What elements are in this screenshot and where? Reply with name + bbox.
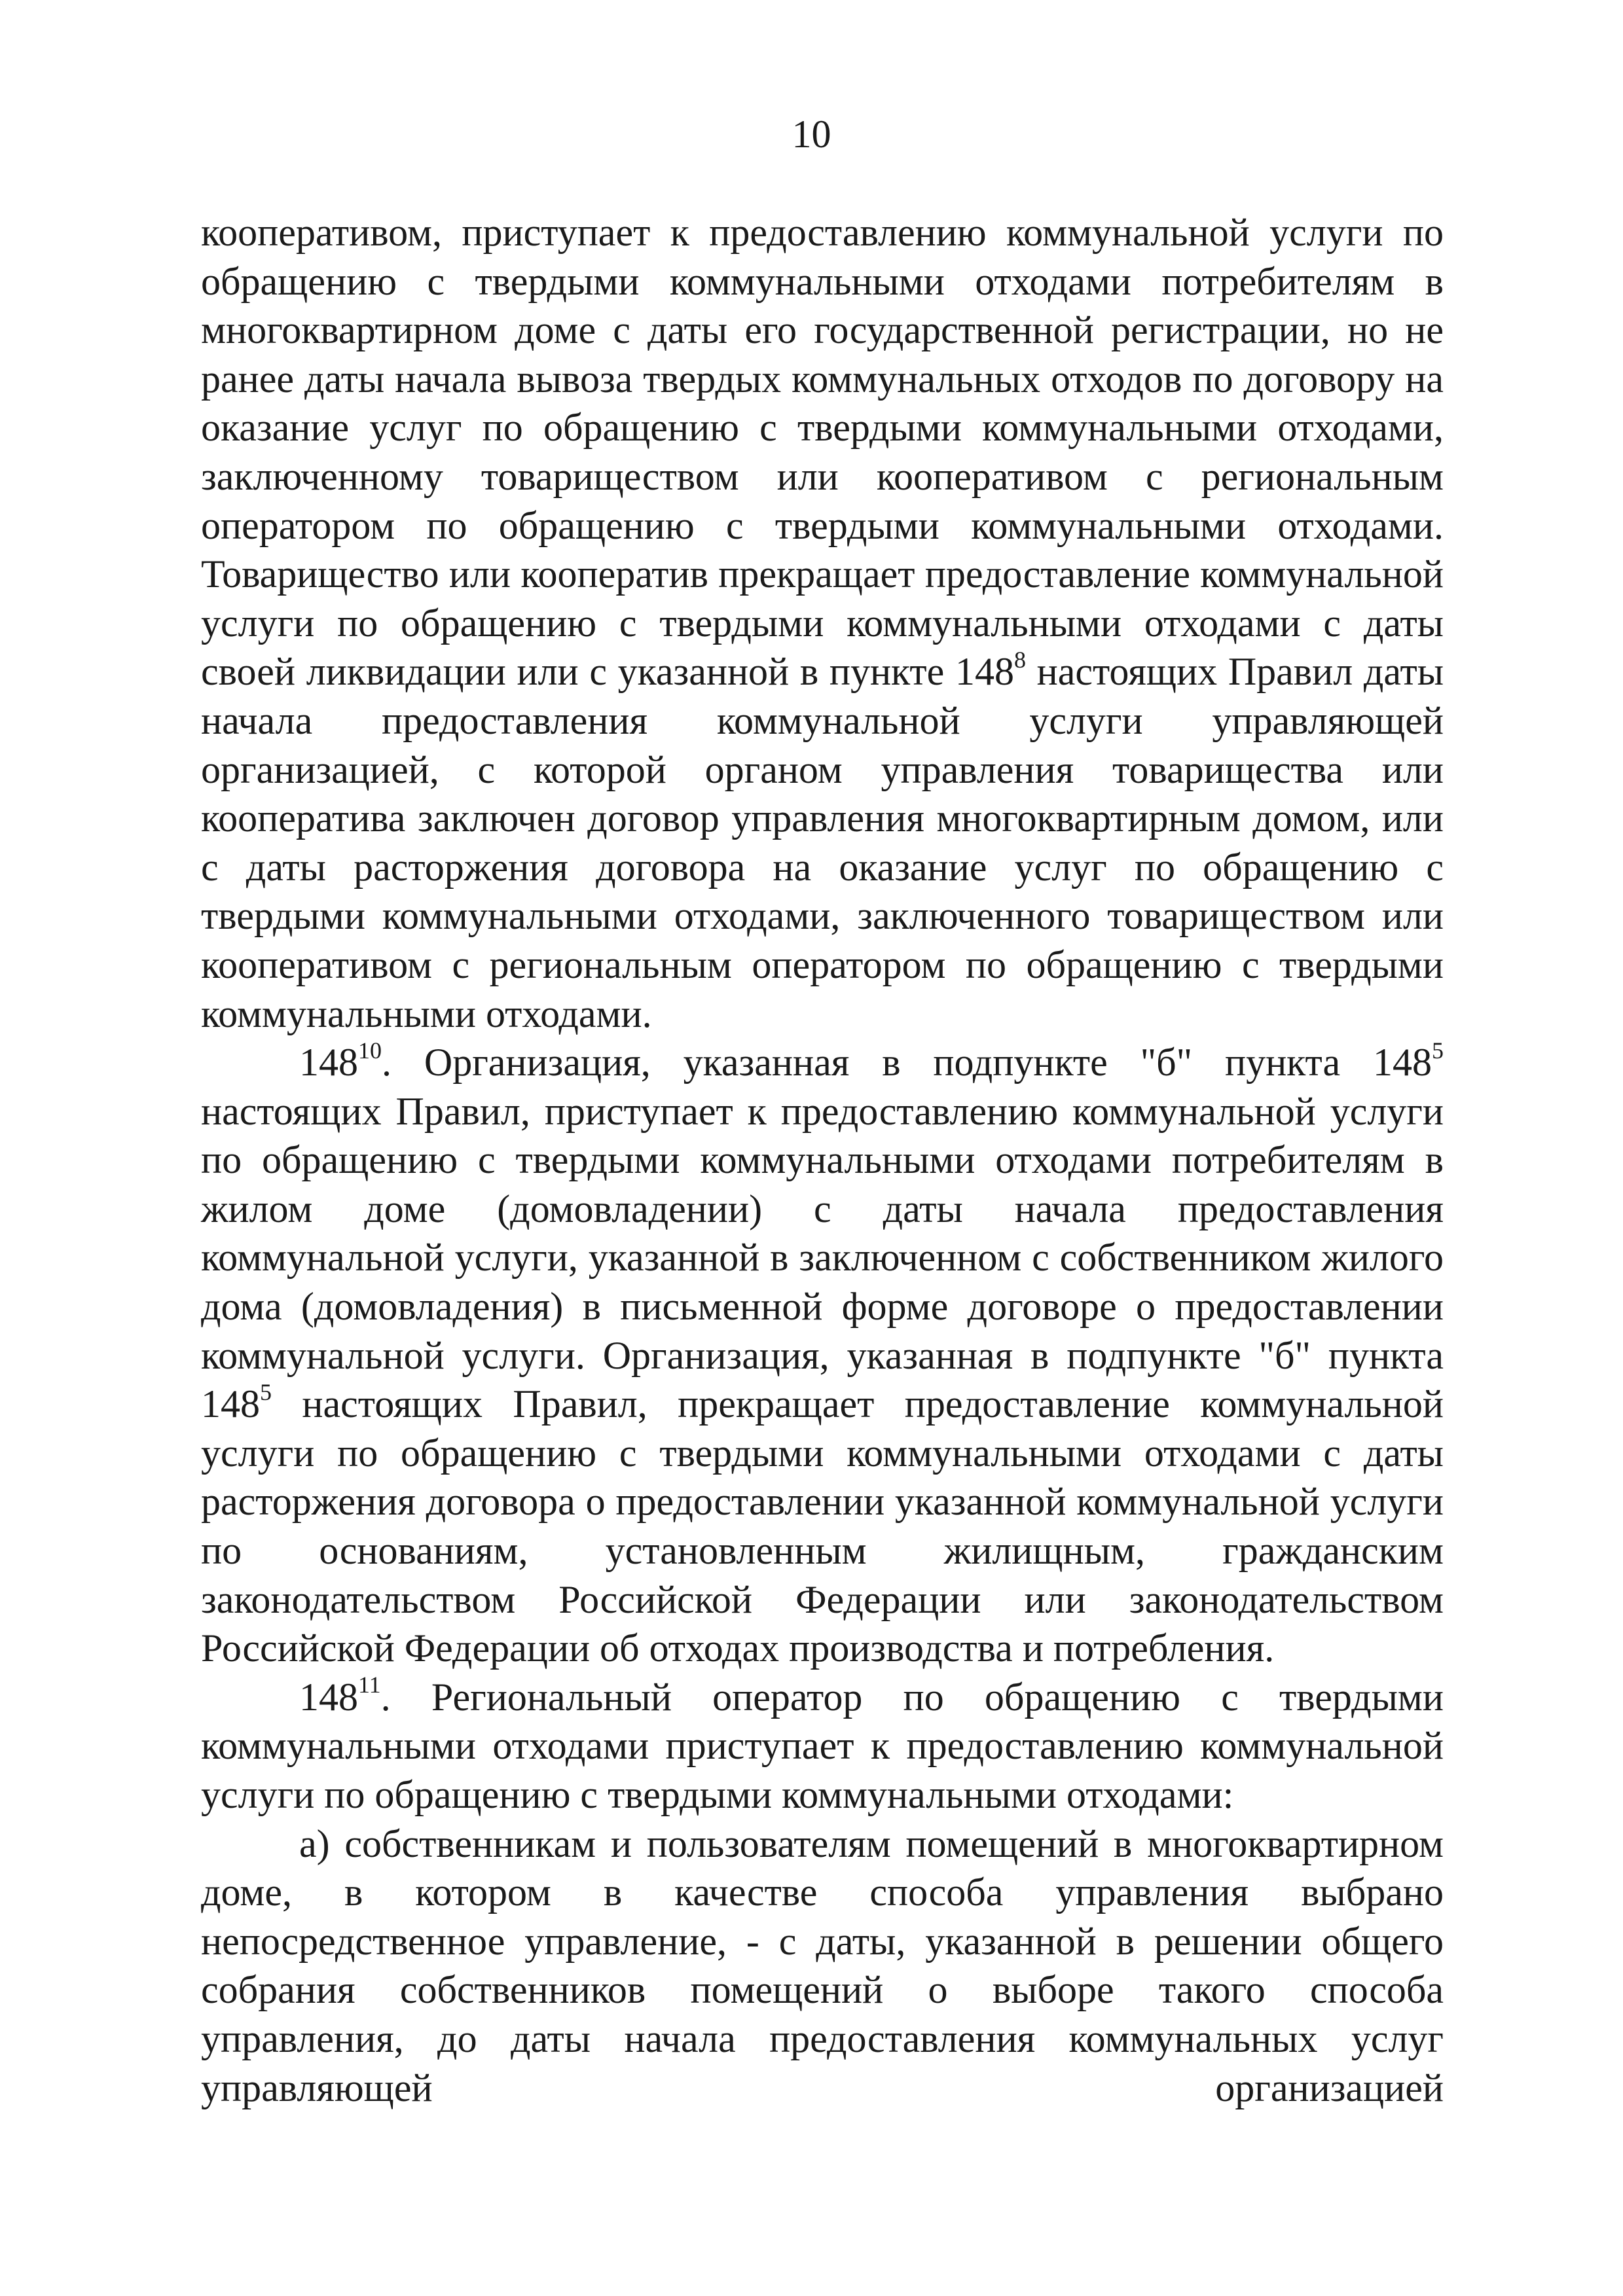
superscript-index: 8: [1013, 646, 1026, 673]
subparagraph-a: [201, 1820, 1444, 2113]
superscript-index: 5: [1432, 1037, 1444, 1064]
superscript-index: 10: [358, 1037, 382, 1064]
superscript-index: 11: [358, 1672, 381, 1698]
clause-number: 148: [299, 1041, 358, 1085]
paragraph-text: настоящих Правил, приступает к предоставлению коммунальной услуги по обращению с твердыми коммунальными отходами потребителям в жилом доме (домовладении) с даты начала предоставления коммунальной услуги, указанной в заключенном с собственником жилого дома (домовладения) в письменной форме договоре о предоставлении коммунальной услуги. Организация, указанная в подпункте "б" пункта 148: [201, 1089, 1444, 1426]
paragraph-text: кооперативом, приступает к предоставлению коммунальной услуги по обращению с твердыми коммунальными отходами потребителям в многоквартирном доме с даты его государственной регистрации, но не ранее даты начала вывоза твердых коммунальных отходов по договору на оказание услуг по обращению с твердыми коммунальными отходами, заключенному товариществом или кооперативом с региональным оператором по обращению с твердыми коммунальными отходами. Товарищество или кооператив прекращает предоставление коммунальной услуги по обращению с твердыми коммунальными отходами с даты своей ликвидации или с указанной в пункте 148: [201, 211, 1444, 694]
superscript-index: 5: [260, 1378, 272, 1405]
page-number: 10: [792, 113, 831, 156]
paragraph-text: настоящих Правил даты начала предоставления коммунальной услуги управляющей организацией, с которой органом управления товарищества или кооператива заключен договор управления многоквартирным домом, или с даты расторжения договора на оказание услуг по обращению с твердыми коммунальными отходами, заключенного товариществом или кооперативом с региональным оператором по обращению с твердыми коммунальными отходами.: [201, 650, 1444, 1035]
paragraph-148-11: [201, 1673, 1444, 1820]
paragraph-text: настоящих Правил, прекращает предоставление коммунальной услуги по обращению с твердыми коммунальными отходами с даты расторжения договора о предоставлении указанной коммунальной услуги по основаниям, установленным жилищным, гражданским законодательством Российской Федерации или законодательством Российской Федерации об отходах производства и потребления.: [201, 1382, 1444, 1670]
paragraph-148-10: [201, 1038, 1444, 1673]
paragraph-text: . Региональный оператор по обращению с твердыми коммунальными отходами приступает к предоставлению коммунальной услуги по обращению с твердыми коммунальными отходами:: [201, 1675, 1444, 1816]
paragraph-text: . Организация, указанная в подпункте "б" пункта 148: [382, 1041, 1432, 1085]
paragraph-continuation: [201, 208, 1444, 1038]
clause-number: 148: [299, 1675, 358, 1719]
paragraph-text: а) собственникам и пользователям помещений в многоквартирном доме, в котором в качестве способа управления выбрано непосредственное управление, - с даты, указанной в решении общего собрания собственников помещений о выборе такого способа управления, до даты начала предоставления коммунальных услуг управляющей организацией: [201, 1821, 1444, 2109]
document-body: [201, 208, 1444, 2112]
